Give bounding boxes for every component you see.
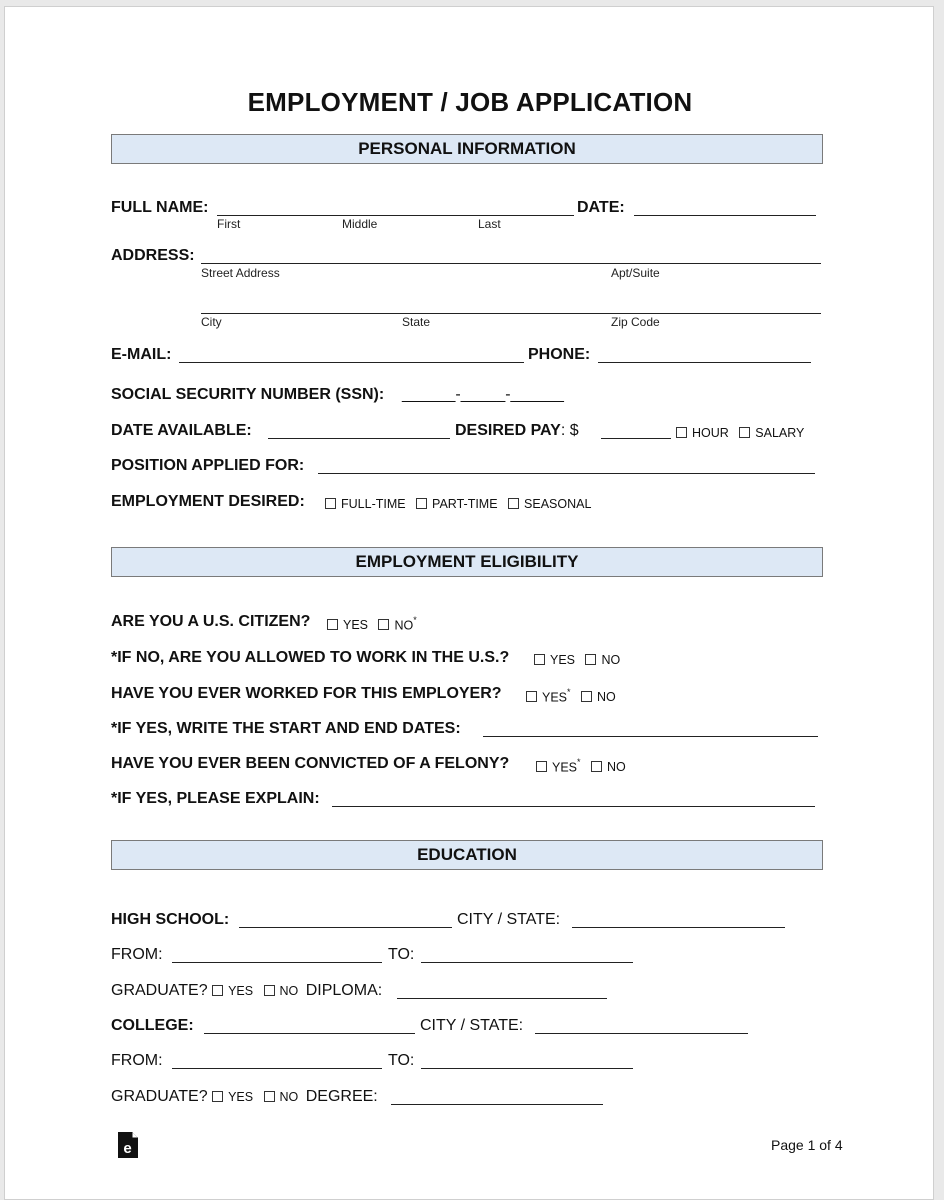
- start-end-dates-label: *IF YES, WRITE THE START AND END DATES:: [111, 720, 461, 737]
- seasonal-label: SEASONAL: [524, 497, 592, 511]
- high-school-graduate-row: [111, 982, 382, 1000]
- allowed-yes-checkbox[interactable]: [534, 654, 545, 665]
- full-time-label: FULL-TIME: [341, 497, 406, 511]
- city-state-zip-field[interactable]: [201, 313, 821, 314]
- felony-no-checkbox[interactable]: [591, 761, 602, 772]
- desired-pay-group: [455, 422, 579, 440]
- citizen-yes-label: YES: [343, 618, 369, 633]
- college-graduate-row: [111, 1088, 378, 1106]
- hour-checkbox[interactable]: [676, 427, 687, 438]
- degree-field[interactable]: [391, 1104, 603, 1105]
- allowed-no-label: NO: [601, 653, 621, 667]
- college-city-state-label: CITY / STATE:: [420, 1017, 524, 1034]
- college-to-label: TO:: [388, 1052, 415, 1069]
- last-name-caption: Last: [478, 217, 501, 231]
- high-school-to-field[interactable]: [421, 962, 633, 963]
- position-label: POSITION APPLIED FOR:: [111, 457, 305, 474]
- high-school-label: HIGH SCHOOL:: [111, 911, 230, 928]
- worked-options: [526, 687, 622, 706]
- felony-question: HAVE YOU EVER BEEN CONVICTED OF A FELONY?: [111, 755, 510, 772]
- college-graduate-no-label: NO: [279, 1090, 299, 1104]
- street-address-caption: Street Address: [201, 266, 280, 280]
- zip-code-caption: Zip Code: [611, 315, 660, 329]
- citizen-no-footnote: *: [413, 615, 417, 625]
- employment-type-options: [325, 495, 597, 513]
- ssn-label: SOCIAL SECURITY NUMBER (SSN):: [111, 386, 385, 403]
- salary-checkbox[interactable]: [739, 427, 750, 438]
- allowed-to-work-question: *IF NO, ARE YOU ALLOWED TO WORK IN THE U.S.?: [111, 649, 510, 666]
- first-name-caption: First: [217, 217, 241, 231]
- citizen-question: ARE YOU A U.S. CITIZEN?: [111, 613, 311, 630]
- high-school-field[interactable]: [239, 927, 452, 928]
- pay-type-options: [676, 424, 810, 442]
- apt-suite-caption: Apt/Suite: [611, 266, 660, 280]
- middle-name-caption: Middle: [342, 217, 378, 231]
- seasonal-checkbox[interactable]: [508, 498, 519, 509]
- diploma-field[interactable]: [397, 998, 607, 999]
- high-school-from-label: FROM:: [111, 946, 163, 963]
- citizen-no-label: NO: [394, 618, 414, 633]
- section-header-personal: PERSONAL INFORMATION: [111, 134, 823, 164]
- section-header-education: EDUCATION: [111, 840, 823, 870]
- email-label: E-MAIL:: [111, 346, 172, 363]
- ssn-field[interactable]: ______-_____-______: [402, 386, 564, 403]
- email-field[interactable]: [179, 362, 524, 363]
- felony-yes-footnote: *: [577, 757, 581, 767]
- high-school-graduate-no-checkbox[interactable]: [264, 985, 275, 996]
- worked-yes-footnote: *: [567, 687, 571, 697]
- high-school-to-label: TO:: [388, 946, 415, 963]
- date-available-label: DATE AVAILABLE:: [111, 422, 252, 439]
- felony-no-label: NO: [606, 760, 626, 775]
- start-end-dates-field[interactable]: [483, 736, 818, 737]
- high-school-graduate-yes-checkbox[interactable]: [212, 985, 223, 996]
- date-label: DATE:: [577, 199, 625, 216]
- desired-pay-field[interactable]: [601, 438, 671, 439]
- worked-for-employer-question: HAVE YOU EVER WORKED FOR THIS EMPLOYER?: [111, 685, 502, 702]
- felony-options: [536, 757, 632, 776]
- college-label: COLLEGE:: [111, 1017, 194, 1034]
- citizen-yes-checkbox[interactable]: [327, 619, 338, 630]
- high-school-graduate-yes-label: YES: [228, 984, 254, 998]
- logo-letter: e: [123, 1140, 132, 1157]
- worked-yes-checkbox[interactable]: [526, 691, 537, 702]
- citizen-options: [327, 615, 417, 634]
- address-label: ADDRESS:: [111, 247, 195, 264]
- allowed-no-checkbox[interactable]: [585, 654, 596, 665]
- college-from-field[interactable]: [172, 1068, 382, 1069]
- high-school-graduate-label: GRADUATE?: [111, 982, 208, 999]
- allowed-options: [534, 651, 626, 669]
- worked-no-label: NO: [596, 690, 616, 705]
- citizen-no-checkbox[interactable]: [378, 619, 389, 630]
- college-graduate-yes-label: YES: [228, 1090, 254, 1104]
- employment-desired-label: EMPLOYMENT DESIRED:: [111, 493, 305, 510]
- part-time-label: PART-TIME: [432, 497, 498, 511]
- section-header-eligibility: EMPLOYMENT ELIGIBILITY: [111, 547, 823, 577]
- felony-explain-field[interactable]: [332, 806, 815, 807]
- city-caption: City: [201, 315, 222, 329]
- street-address-field[interactable]: [201, 263, 821, 264]
- full-name-field[interactable]: [217, 215, 574, 216]
- allowed-yes-label: YES: [550, 653, 576, 667]
- date-field[interactable]: [634, 215, 816, 216]
- eforms-logo-icon: [117, 1131, 139, 1159]
- document-page: [4, 6, 934, 1200]
- desired-pay-dollar: : $: [560, 422, 579, 439]
- state-caption: State: [402, 315, 431, 329]
- desired-pay-label: DESIRED PAY: [455, 422, 561, 439]
- high-school-graduate-no-label: NO: [279, 984, 299, 998]
- phone-label: PHONE:: [528, 346, 591, 363]
- date-available-field[interactable]: [268, 438, 450, 439]
- felony-explain-label: *IF YES, PLEASE EXPLAIN:: [111, 790, 320, 807]
- felony-yes-label: YES: [552, 760, 578, 775]
- college-to-field[interactable]: [421, 1068, 633, 1069]
- part-time-checkbox[interactable]: [416, 498, 427, 509]
- diploma-label: DIPLOMA:: [305, 982, 383, 999]
- college-graduate-yes-checkbox[interactable]: [212, 1091, 223, 1102]
- high-school-city-state-field[interactable]: [572, 927, 785, 928]
- position-field[interactable]: [318, 473, 815, 474]
- college-field[interactable]: [204, 1033, 415, 1034]
- degree-label: DEGREE:: [305, 1088, 378, 1105]
- felony-yes-checkbox[interactable]: [536, 761, 547, 772]
- high-school-city-state-label: CITY / STATE:: [457, 911, 561, 928]
- high-school-from-field[interactable]: [172, 962, 382, 963]
- worked-yes-label: YES: [542, 690, 568, 705]
- phone-field[interactable]: [598, 362, 811, 363]
- full-name-label: FULL NAME:: [111, 199, 209, 216]
- worked-no-checkbox[interactable]: [581, 691, 592, 702]
- full-time-checkbox[interactable]: [325, 498, 336, 509]
- page-number: Page 1 of 4: [771, 1137, 843, 1153]
- college-from-label: FROM:: [111, 1052, 163, 1069]
- hour-option-label: HOUR: [692, 426, 729, 440]
- college-graduate-no-checkbox[interactable]: [264, 1091, 275, 1102]
- college-city-state-field[interactable]: [535, 1033, 748, 1034]
- college-graduate-label: GRADUATE?: [111, 1088, 208, 1105]
- page-title: EMPLOYMENT / JOB APPLICATION: [247, 87, 693, 117]
- salary-option-label: SALARY: [755, 426, 805, 440]
